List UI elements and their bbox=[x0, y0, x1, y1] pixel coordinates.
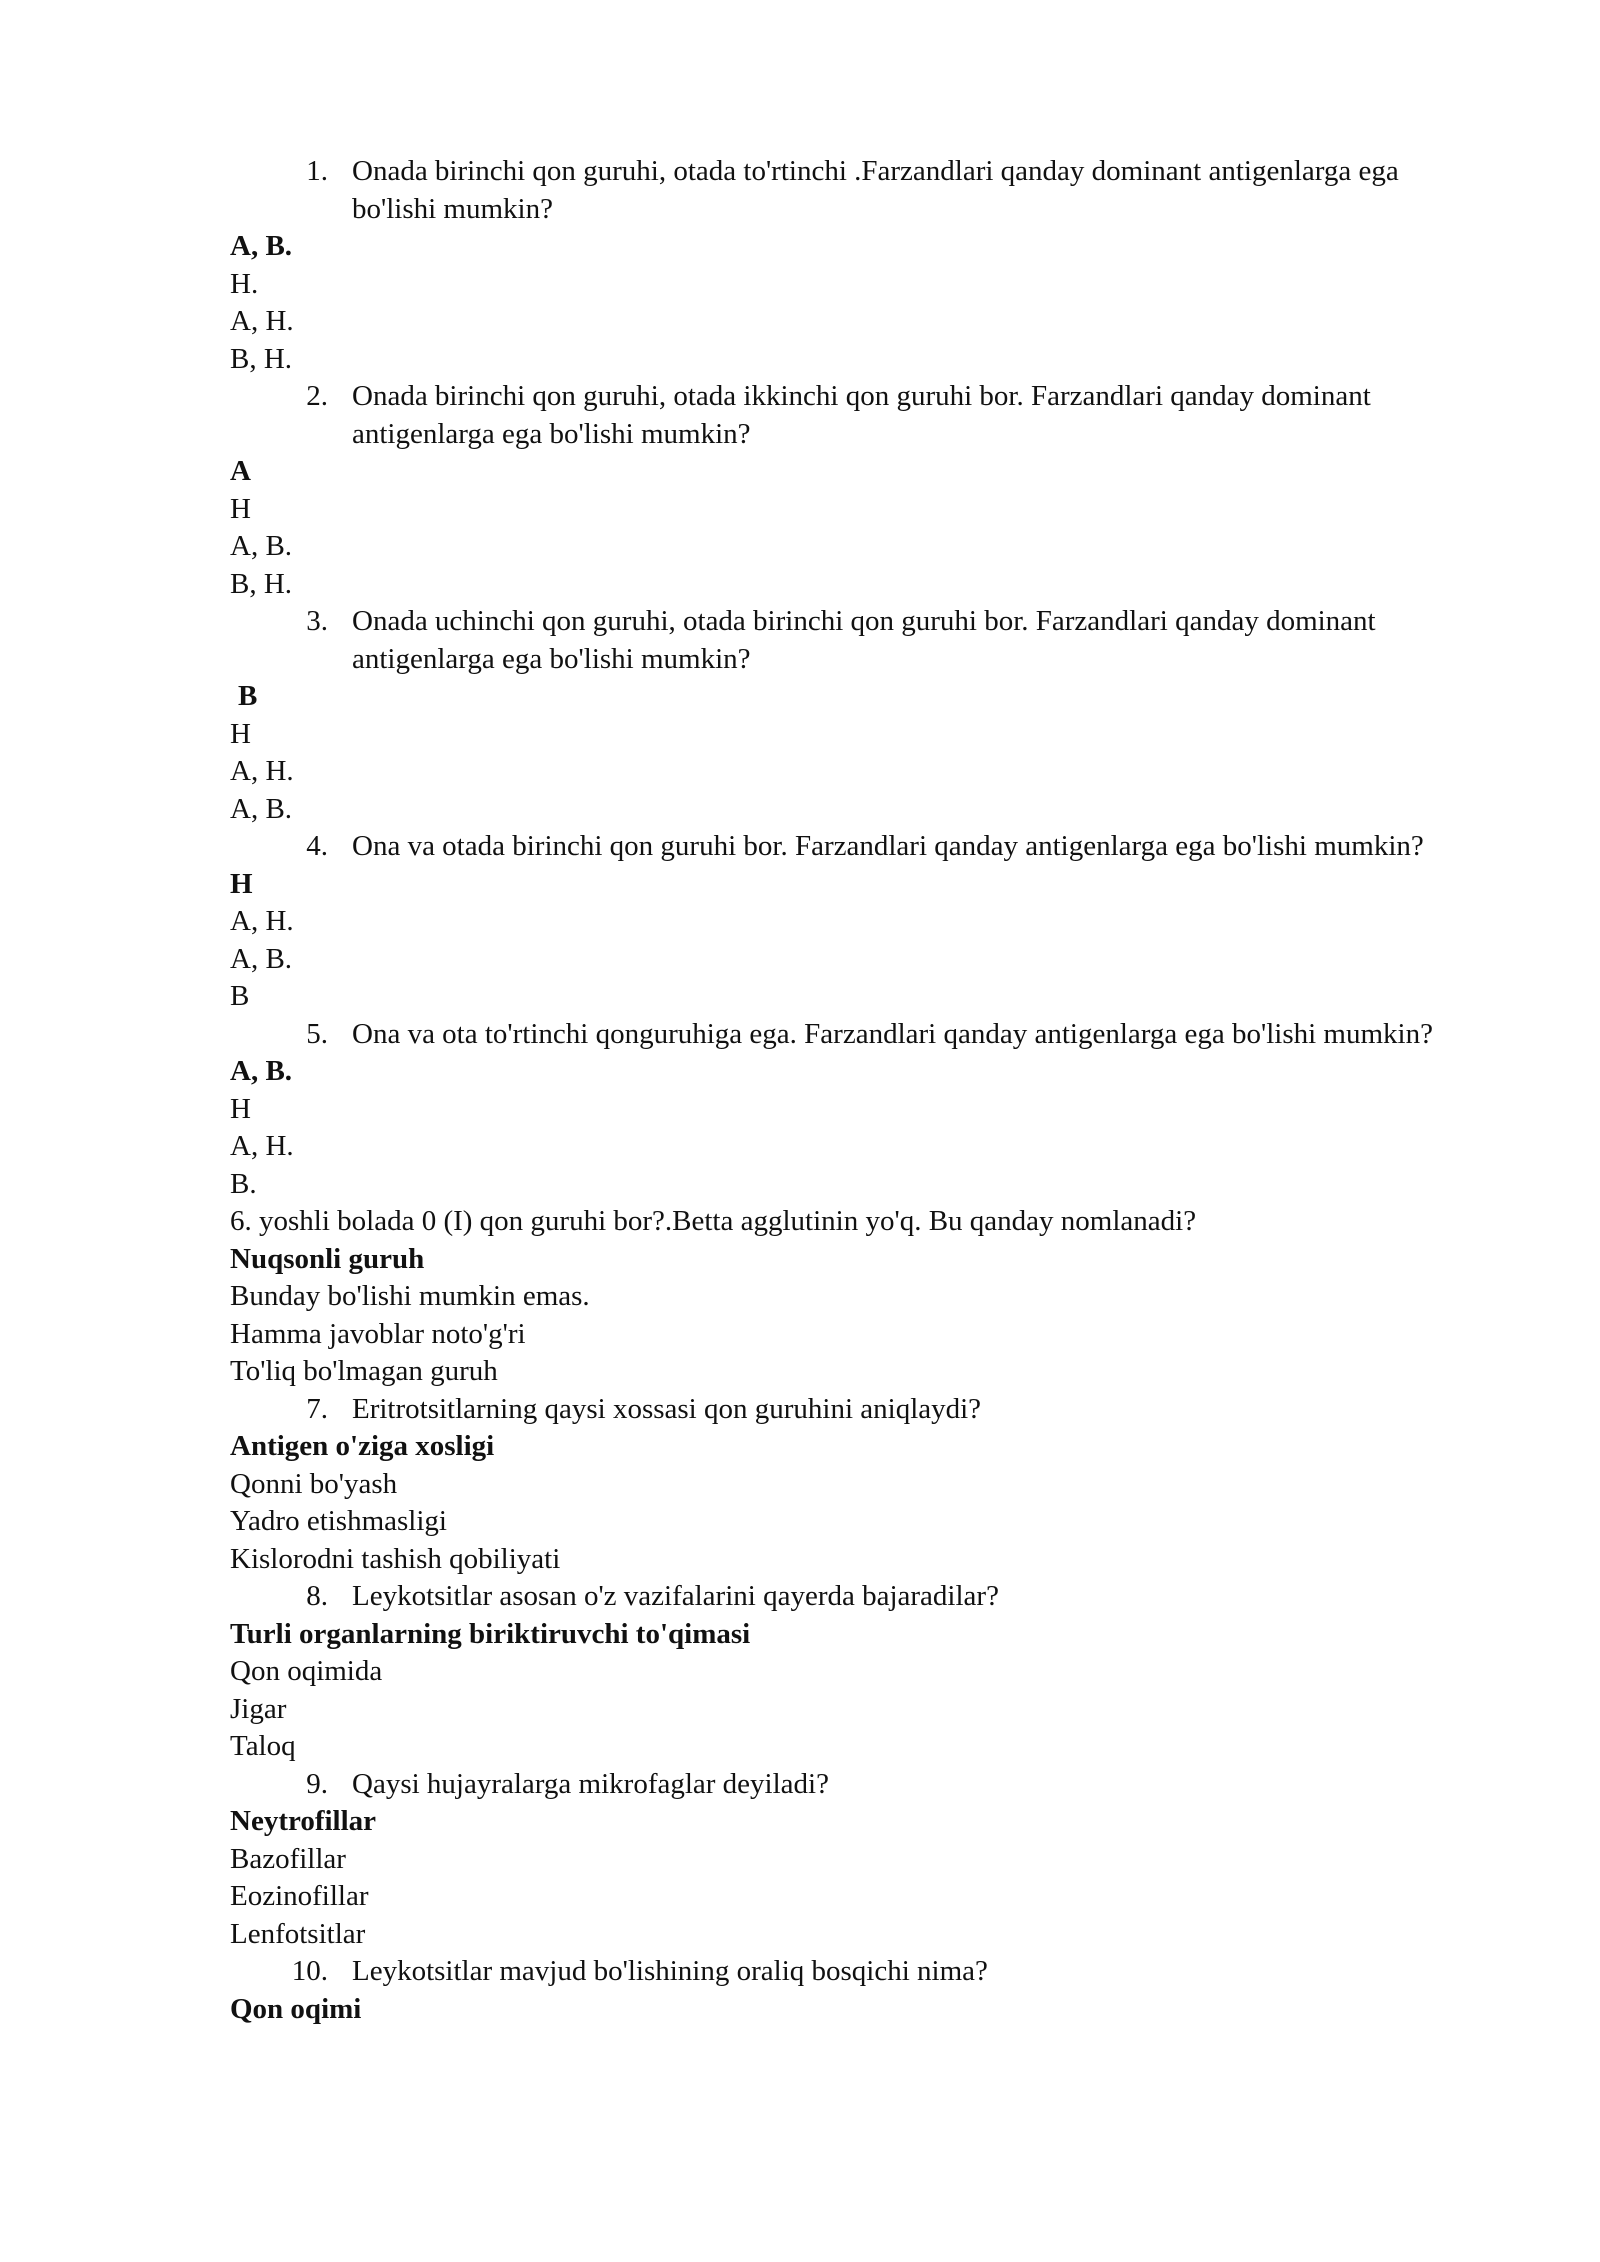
question-number: 3. bbox=[306, 605, 328, 637]
answer-option: Bazofillar bbox=[230, 1842, 346, 1875]
answer-correct: A, B. bbox=[230, 230, 293, 262]
question-text: Onada birinchi qon guruhi, otada to'rtinchi .Farzandlari qanday dominant antigenlarga ega bo'lishi mumkin? bbox=[352, 155, 1399, 225]
question-number: 8. bbox=[306, 1580, 328, 1612]
question-1 bbox=[230, 153, 1480, 228]
answer-option: H bbox=[230, 717, 251, 750]
question-text: Eritrotsitlarning qaysi xossasi qon guruhini aniqlaydi? bbox=[352, 1392, 982, 1425]
answer-option: B bbox=[230, 980, 250, 1012]
answer-correct: A, B. bbox=[230, 1055, 293, 1087]
answer-option: H bbox=[230, 1092, 251, 1125]
question-text: Ona va otada birinchi qon guruhi bor. Farzandlari qanday antigenlarga ega bo'lishi mumkin? bbox=[352, 830, 1424, 862]
question-text: Onada uchinchi qon guruhi, otada birinchi qon guruhi bor. Farzandlari qanday dominant antigenlarga ega bo'lishi mumkin? bbox=[352, 605, 1376, 675]
question-number: 5. bbox=[306, 1017, 328, 1050]
answer-correct: H bbox=[230, 867, 253, 900]
question-list bbox=[230, 153, 1480, 2028]
answer-option: Qon oqimida bbox=[230, 1655, 383, 1687]
answer-correct: A bbox=[230, 455, 251, 487]
question-number: 2. bbox=[306, 380, 328, 412]
answer-option: Kislorodni tashish qobiliyati bbox=[230, 1542, 561, 1575]
answer-option: B, H. bbox=[230, 342, 293, 375]
answer-correct: Turli organlarning biriktiruvchi to'qimasi bbox=[230, 1617, 751, 1650]
answer-correct: Antigen o'ziga xosligi bbox=[230, 1430, 495, 1462]
answer-option: H. bbox=[230, 267, 259, 300]
question-5 bbox=[230, 1016, 1480, 1054]
answer-option: A, H. bbox=[230, 305, 294, 337]
question-10 bbox=[230, 1953, 1480, 1991]
answer-correct: Nuqsonli guruh bbox=[230, 1242, 425, 1275]
answer-option: B, H. bbox=[230, 567, 293, 600]
answer-option: Hamma javoblar noto'g'ri bbox=[230, 1317, 526, 1350]
answer-correct: Qon oqimi bbox=[230, 1992, 362, 2025]
answer-option: Yadro etishmasligi bbox=[230, 1505, 447, 1537]
question-number: 10. bbox=[291, 1955, 328, 1987]
question-text: Onada birinchi qon guruhi, otada ikkinchi qon guruhi bor. Farzandlari qanday dominant antigenlarga ega bo'lishi mumkin? bbox=[352, 380, 1371, 450]
answer-option: A, B. bbox=[230, 530, 293, 562]
question-number: 1. bbox=[306, 155, 328, 187]
answer-option: Lenfotsitlar bbox=[230, 1917, 366, 1950]
question-4 bbox=[230, 828, 1480, 866]
answer-option: Taloq bbox=[230, 1730, 296, 1762]
question-text: Leykotsitlar asosan o'z vazifalarini qayerda bajaradilar? bbox=[352, 1580, 999, 1612]
question-number: 7. bbox=[306, 1392, 328, 1425]
question-8 bbox=[230, 1578, 1480, 1616]
answer-option: Bunday bo'lishi mumkin emas. bbox=[230, 1280, 590, 1312]
question-text: Qaysi hujayralarga mikrofaglar deyiladi? bbox=[352, 1767, 829, 1800]
answer-correct: B bbox=[238, 680, 258, 712]
answer-option: A, H. bbox=[230, 1130, 294, 1162]
answer-option: H bbox=[230, 492, 251, 525]
answer-option: A, B. bbox=[230, 792, 293, 825]
answer-option: Jigar bbox=[230, 1692, 287, 1725]
answer-option: A, H. bbox=[230, 755, 294, 787]
answer-option: B. bbox=[230, 1167, 257, 1200]
question-6-text: 6. yoshli bolada 0 (I) qon guruhi bor?.Betta agglutinin yo'q. Bu qanday nomlanadi? bbox=[230, 1205, 1197, 1237]
question-text: Ona va ota to'rtinchi qonguruhiga ega. Farzandlari qanday antigenlarga ega bo'lishi mumkin? bbox=[352, 1017, 1433, 1050]
answer-option: A, B. bbox=[230, 942, 293, 975]
question-number: 4. bbox=[306, 830, 328, 862]
question-3 bbox=[230, 603, 1480, 678]
answer-option: Qonni bo'yash bbox=[230, 1467, 398, 1500]
question-2 bbox=[230, 378, 1480, 453]
question-9 bbox=[230, 1766, 1480, 1804]
question-text: Leykotsitlar mavjud bo'lishining oraliq bosqichi nima? bbox=[352, 1955, 988, 1987]
question-number: 9. bbox=[306, 1767, 328, 1800]
answer-correct: Neytrofillar bbox=[230, 1805, 377, 1837]
question-7 bbox=[230, 1391, 1480, 1429]
answer-option: To'liq bo'lmagan guruh bbox=[230, 1355, 498, 1387]
answer-option: A, H. bbox=[230, 905, 294, 937]
answer-option: Eozinofillar bbox=[230, 1880, 369, 1912]
